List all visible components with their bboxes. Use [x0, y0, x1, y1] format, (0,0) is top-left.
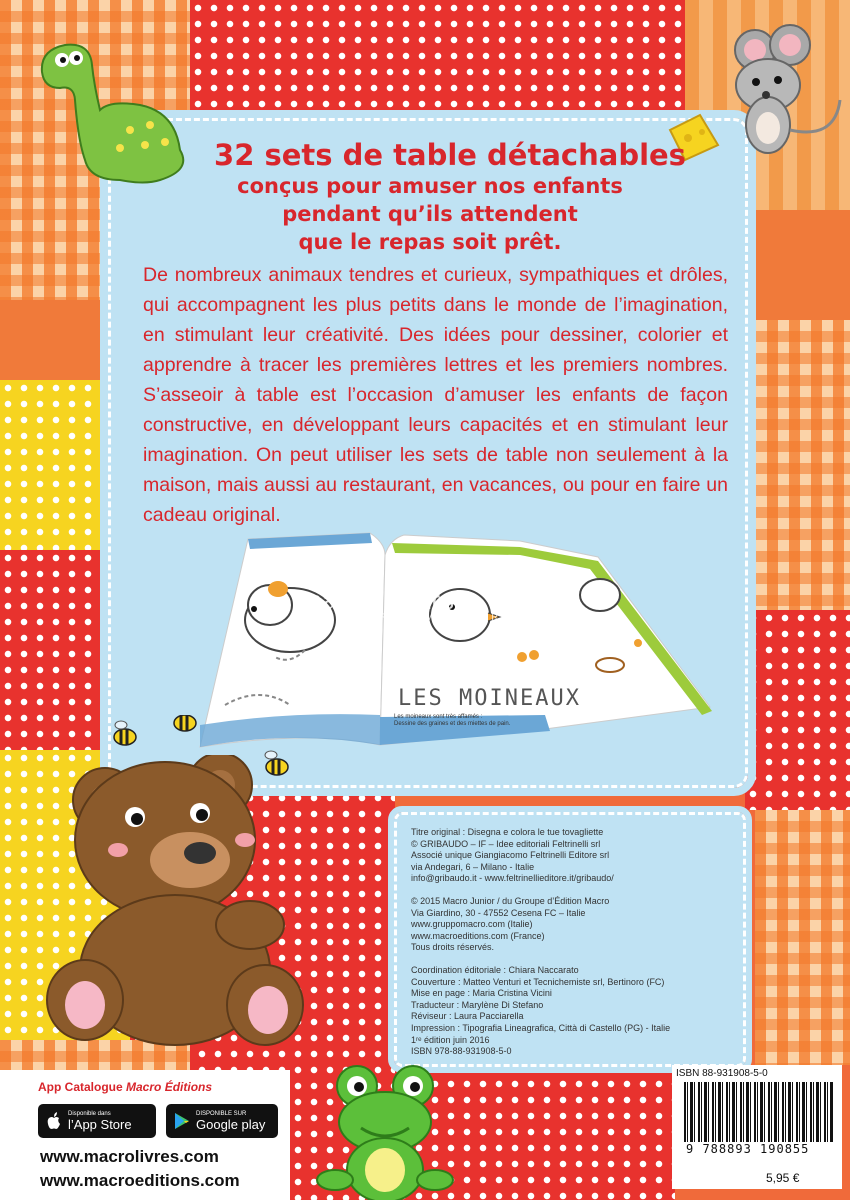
credits-spacer — [411, 885, 729, 896]
headline-line-2: conçus pour amuser nos enfants — [237, 174, 623, 198]
credits-line: Coordination éditoriale : Chiara Naccarato — [411, 964, 579, 975]
credits-line: 1ʳᵉ édition juin 2016 — [411, 1034, 490, 1045]
bg-tile-orange-right — [745, 210, 850, 320]
book-caption — [394, 714, 544, 728]
app-store-small: Disponible dans — [68, 1111, 111, 1117]
credits-line: © 2015 Macro Junior / du Groupe d’Édition Macro — [411, 895, 610, 906]
app-catalogue-title — [38, 1080, 212, 1094]
bg-tile-dots-left — [0, 550, 110, 750]
isbn-label: ISBN 88-931908-5-0 — [676, 1068, 768, 1079]
credits-line: Tous droits réservés. — [411, 942, 495, 953]
google-play-icon — [174, 1112, 190, 1130]
credits-line: www.gruppomacro.com (Italie) — [411, 919, 533, 930]
app-store-badge[interactable] — [38, 1104, 156, 1138]
credits-spacer — [411, 954, 729, 965]
google-play-big: Google play — [196, 1117, 266, 1132]
bg-tile-gingham-bottomright — [755, 810, 850, 1065]
google-play-small: DISPONIBLE SUR — [196, 1111, 247, 1117]
app-title-prefix: App Catalogue — [38, 1080, 127, 1094]
credits-line: Associé unique Giangiacomo Feltrinelli Editore srl — [411, 850, 610, 861]
teddy-bear-illustration — [40, 755, 310, 1055]
watermark-name: macrolibrarsi — [300, 585, 462, 615]
credits-line: info@gribaudo.it - www.feltrinellieditore.it/gribaudo/ — [411, 873, 614, 884]
bg-tile-dots-right — [745, 610, 850, 810]
headline-line-4: que le repas soit prêt. — [298, 230, 562, 254]
headline-title: 32 sets de table détachables — [214, 138, 686, 172]
frog-illustration — [315, 1060, 455, 1200]
headline-line-3: pendant qu’ils attendent — [282, 202, 578, 226]
url-macrolivres[interactable]: www.macrolivres.com — [40, 1147, 219, 1166]
watermark — [300, 585, 600, 622]
credits-line: ISBN 978-88-931908-5-0 — [411, 1046, 512, 1057]
book-caption-line-1: Les moineaux sont très affamés : — [394, 714, 483, 720]
credits-line: Mise en page : Maria Cristina Vicini — [411, 988, 552, 999]
credits-line: Réviseur : Laura Pacciarella — [411, 1011, 524, 1022]
apple-icon — [46, 1112, 62, 1130]
book-caption-line-2: Dessine des graines et des miettes de pain. — [394, 721, 511, 727]
credits-box — [394, 812, 746, 1067]
credits-line: Titre original : Disegna e colora le tue tovagliette — [411, 827, 604, 837]
credits-line: Couverture : Matteo Venturi et Tecnichemiste srl, Bertinoro (FC) — [411, 976, 665, 987]
bg-tile-dots-yellow-left — [0, 380, 110, 550]
watermark-tagline: ALTERNATIVA NATURALE — [342, 612, 531, 622]
bg-tile-gingham-right — [745, 320, 850, 610]
google-play-badge[interactable] — [166, 1104, 278, 1138]
credits-line: Via Giardino, 30 - 47552 Cesena FC – Italie — [411, 907, 586, 918]
barcode-number: 9 788893 190855 — [686, 1142, 810, 1156]
app-store-big: l’App Store — [68, 1117, 132, 1132]
price-label: 5,95 € — [766, 1171, 800, 1185]
bg-tile-orange-left — [0, 300, 110, 380]
credits-line: www.macroeditions.com (France) — [411, 930, 545, 941]
barcode-bars — [684, 1082, 834, 1142]
app-title-brand: Macro Éditions — [126, 1080, 213, 1094]
book-page-title: LES MOINEAUX — [398, 686, 581, 711]
credits-line: via Andegari, 6 – Milano - Italie — [411, 861, 535, 872]
headline — [140, 138, 720, 256]
credits-line: © GRIBAUDO – IF – Idee editoriali Feltrinelli srl — [411, 838, 601, 849]
description-text: De nombreux animaux tendres et curieux, sympathiques et drôles, qui accompagnent les plus petits dans le monde de l’imagination, en stimulant leur créativité. Des idées pour dessiner, colorier et apprendre à tracer les premières lettres et les premiers nombres. S’asseoir à table est l’occasion d’amuser les enfants de façon constructive, en développant leurs capacités et en stimulant leur imagination. On peut utiliser les sets de table non seulement à la maison, mais aussi au restaurant, en vacances, ou pour en faire un cadeau original. — [143, 264, 728, 526]
bg-tile-dots-top — [190, 0, 685, 120]
credits-line: Traducteur : Marylène Di Stefano — [411, 999, 544, 1010]
credits-line: Impression : Tipografia Lineagrafica, Città di Castello (PG) - Italie — [411, 1022, 671, 1033]
url-macroeditions[interactable]: www.macroeditions.com — [40, 1171, 240, 1190]
